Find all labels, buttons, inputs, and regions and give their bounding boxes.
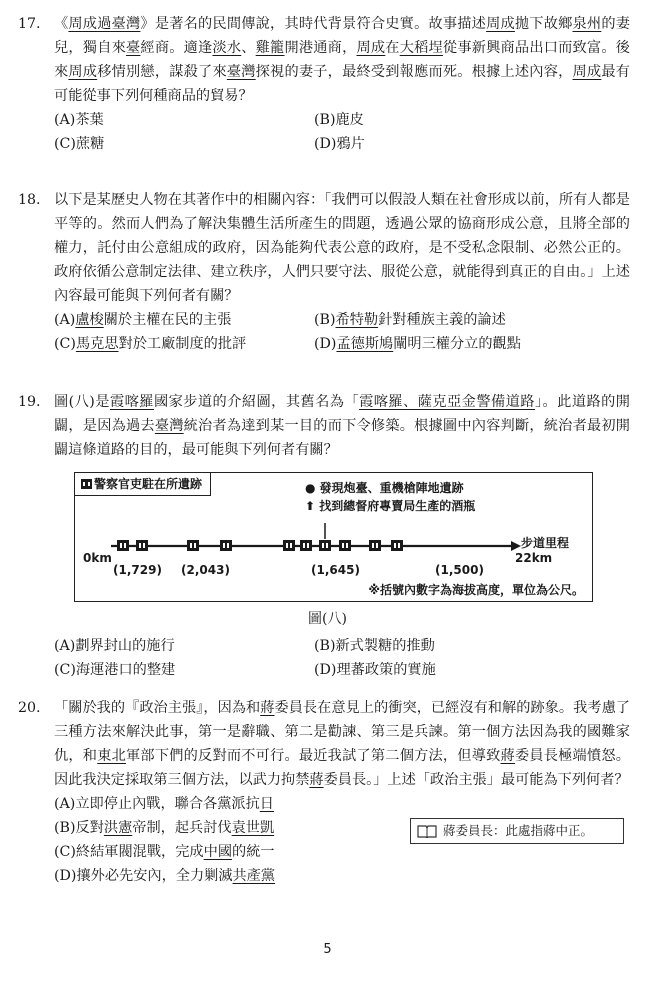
proper-noun: 泉州 (572, 16, 602, 32)
police-post-marker (391, 540, 403, 551)
question-18 (18, 188, 630, 356)
proper-noun: 日 (259, 796, 274, 812)
trail-figure (74, 472, 593, 602)
option-d[interactable]: (D)鴉片 (314, 136, 365, 152)
book-icon (417, 824, 437, 838)
option-c[interactable]: (C)蔗糖 (54, 136, 105, 152)
proper-noun: 雞籠 (255, 40, 285, 56)
option-b[interactable]: (B)新式製糖的推動 (314, 638, 435, 654)
option-a[interactable]: (A)劃界封山的施行 (54, 638, 175, 654)
option-d[interactable]: (D)孟德斯鳩闡明三權分立的觀點 (314, 336, 521, 352)
question-number: 19. (18, 394, 41, 410)
dot-marker-icon: ● (305, 481, 316, 495)
altitude-label: (1,645) (311, 563, 360, 577)
figure-legend: 警察官吏駐在所遺跡 (75, 473, 211, 496)
proper-noun: 馬克思 (75, 336, 119, 352)
question-number: 20. (18, 700, 41, 716)
axis-label: 步道里程 (521, 536, 570, 550)
proper-noun: 臺 (126, 40, 141, 56)
question-text: 以下是某歷史人物在其著作中的相關內容：「我們可以假設人類在社會形成以前，所有人都是平等的。然而人們為了解決集體生活所產生的問題，透過公眾的協商形成公意，且將全部的權力，託付由公意組成的政府，因為能夠代表公意的政府，是不受私念限制、必然公正的。政府依循公意制定法律、建立秩序，人們只要守法、服從公意，就能得到真正的自由。」上述內容最可能與下列何者有關？ (54, 192, 630, 304)
figure-caption: 圖(八) (308, 611, 347, 627)
proper-noun: 臺灣 (226, 64, 256, 80)
note-wine-bottle: ⬆ 找到總督府專賣局生產的酒瓶 (305, 499, 476, 513)
proper-noun: 蔣 (309, 772, 324, 788)
proper-noun: 共產黨 (232, 868, 276, 884)
proper-noun: 盧梭 (75, 312, 104, 328)
question-number: 18. (18, 192, 41, 208)
altitude-label: (2,043) (181, 563, 230, 577)
option-d[interactable]: (D)理蕃政策的實施 (314, 662, 436, 678)
option-d[interactable]: (D)攘外必先安內，全力剿滅共產黨 (54, 868, 276, 884)
trail-arrowhead (511, 541, 521, 551)
option-c[interactable]: (C)終結軍閥混戰，完成中國的統一 (54, 844, 275, 860)
altitude-label: (1,500) (435, 563, 484, 577)
question-19 (18, 390, 630, 462)
trail-start: 0km (83, 551, 112, 565)
option-c[interactable]: (C)馬克思對於工廠制度的批評 (54, 336, 247, 352)
proper-noun: 周成 (356, 40, 386, 56)
option-c[interactable]: (C)海運港口的整建 (54, 662, 176, 678)
police-post-marker (283, 540, 295, 551)
option-b[interactable]: (B)希特勒針對種族主義的論述 (314, 312, 506, 328)
proper-noun: 霞喀羅、薩克亞金警備道路 (359, 394, 535, 410)
altitude-label: (1,729) (113, 563, 162, 577)
police-post-marker (339, 540, 351, 551)
note-box (410, 818, 624, 844)
note-text: 蔣委員長：此處指蔣中正。 (443, 823, 594, 838)
police-post-marker (319, 540, 331, 551)
question-number: 17. (18, 16, 41, 32)
options-18 (54, 308, 630, 356)
option-b[interactable]: (B)鹿皮 (314, 112, 364, 128)
note-fort-remains: ● 發現炮臺、重機槍陣地遺跡 (305, 481, 464, 495)
option-b[interactable]: (B)反對洪憲帝制，起兵討伐袁世凱 (54, 820, 275, 836)
police-post-marker (220, 540, 232, 551)
up-arrow-icon: ⬆ (305, 499, 316, 513)
option-a[interactable]: (A)立即停止內戰，聯合各黨派抗日 (54, 796, 274, 812)
proper-noun: 大稻埕 (399, 40, 443, 56)
option-a[interactable]: (A)茶葉 (54, 112, 104, 128)
proper-noun: 中國 (203, 844, 233, 860)
proper-noun: 希特勒 (335, 312, 379, 328)
proper-noun: 臺灣 (154, 418, 184, 434)
proper-noun: 東北 (97, 748, 127, 764)
question-19-options (18, 634, 630, 682)
police-post-marker (187, 540, 199, 551)
proper-noun: 周成 (68, 64, 98, 80)
proper-noun: 洪憲 (103, 820, 133, 836)
proper-noun: 蔣 (500, 748, 515, 764)
police-post-marker (136, 540, 148, 551)
proper-noun: 蔣 (260, 700, 275, 716)
proper-noun: 霞喀羅 (109, 394, 154, 410)
proper-noun: 周成過臺灣 (68, 16, 141, 32)
question-17 (18, 12, 630, 156)
option-a[interactable]: (A)盧梭關於主權在民的主張 (54, 312, 232, 328)
options-17 (54, 108, 630, 156)
question-text: 「關於我的『政治主張』，因為和蔣委員長在意見上的衝突，已經沒有和解的跡象。我考慮了三種方法來解決此事，第一是辭職、第二是勸諫、第三是兵諫。第一個方法因為我的國難家仇，和東北軍部下們的反對而不可行。最近我試了第二個方法，但導致蔣委員長極端憤怒。因此我決定採取第三個方法，以武力拘禁蔣委員長。」上述「政治主張」最可能為下列何者？ (54, 700, 630, 788)
trail-end: 22km (515, 551, 553, 565)
proper-noun: 周成 (486, 16, 515, 32)
question-text: 《周成過臺灣》是著名的民間傳說，其時代背景符合史實。故事描述周成拋下故鄉泉州的妻兒，獨自來臺經商。適逢淡水、雞籠開港通商，周成在大稻埕從事新興商品出口而致富。後來周成移情別戀，謀殺了來臺灣探視的妻子，最終受到報應而死。根據上述內容，周成最有可能從事下列何種商品的貿易？ (54, 16, 630, 104)
police-post-marker (369, 540, 381, 551)
question-text: 圖(八)是霞喀羅國家步道的介紹圖，其舊名為「霞喀羅、薩克亞金警備道路」。此道路的開闢，是因為過去臺灣統治者為達到某一目的而下令修築。根據圖中內容判斷，統治者最初開闢這條道路的目的，最可能與下列何者有關？ (54, 394, 630, 458)
proper-noun: 淡水 (212, 40, 242, 56)
police-post-marker (300, 540, 312, 551)
question-20 (18, 696, 630, 888)
page-number: 5 (323, 942, 332, 957)
proper-noun: 袁世凱 (231, 820, 275, 836)
figure-footnote: ※括號內數字為海拔高度，單位為公尺。 (368, 583, 584, 597)
police-post-marker (117, 540, 129, 551)
proper-noun: 周成 (572, 64, 602, 80)
options-19 (54, 634, 630, 682)
proper-noun: 孟德斯鳩 (336, 336, 394, 352)
